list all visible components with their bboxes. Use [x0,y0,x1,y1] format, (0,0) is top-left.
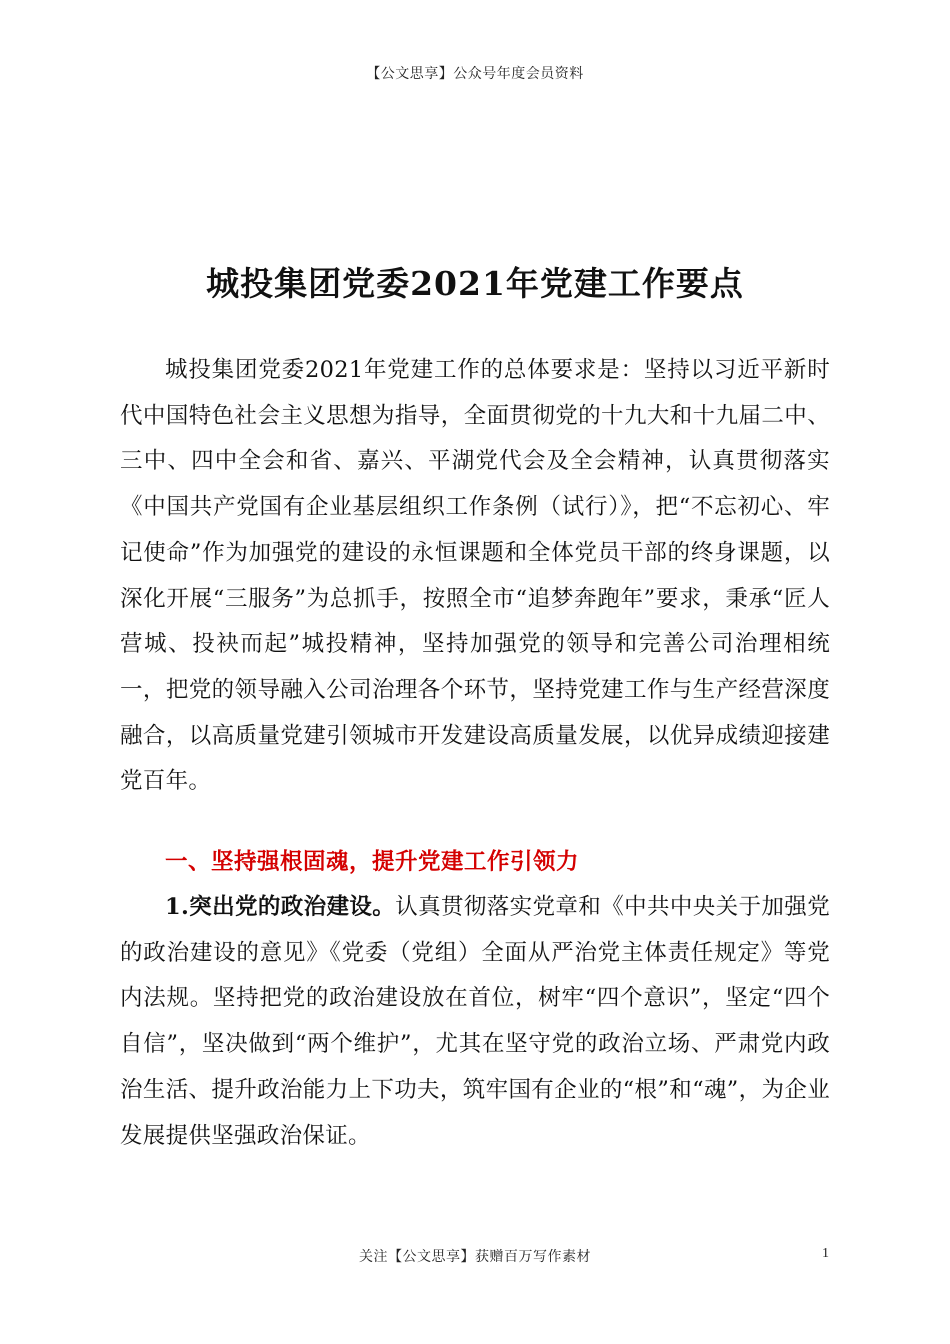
intro-paragraph: 城投集团党委2021年党建工作的总体要求是：坚持以习近平新时代中国特色社会主义思想为指导，全面贯彻党的十九大和十九届二中、三中、四中全会和省、嘉兴、平湖党代会及全会精神，认真贯彻落实《中国共产党国有企业基层组织工作条例（试行）》，把“不忘初心、牢记使命”作为加强党的建设的永恒课题和全体党员干部的终身课题，以深化开展“三服务”为总抓手，按照全市“追梦奔跑年”要求，秉承“匠人营城、投袂而起”城投精神，坚持加强党的领导和完善公司治理相统一，把党的领导融入公司治理各个环节，坚持党建工作与生产经营深度融合，以高质量党建引领城市开发建设高质量发展，以优异成绩迎接建党百年。 [120,357,830,795]
page-number: 1 [822,1246,829,1261]
page-footer-note: 关注【公文思享】获赠百万写作素材 [359,1249,591,1265]
document-title: 城投集团党委2021年党建工作要点 [206,264,744,303]
item-1-body: 认真贯彻落实党章和《中共中央关于加强党的政治建设的意见》《党委（党组）全面从严治党主体责任规定》等党内法规。坚持把党的政治建设放在首位，树牢“四个意识”，坚定“四个自信”，坚决做到“两个维护”，尤其在坚守党的政治立场、严肃党内政治生活、提升政治能力上下功夫，筑牢国有企业的“根”和“魂”，为企业发展提供坚强政治保证。 [120,894,830,1149]
item-1-lead: 1.突出党的政治建设。 [165,894,396,920]
section-heading-1: 一、坚持强根固魂，提升党建工作引领力 [165,849,580,875]
item-1-paragraph [120,885,830,1159]
page-header-note: 【公文思享】公众号年度会员资料 [366,66,584,82]
